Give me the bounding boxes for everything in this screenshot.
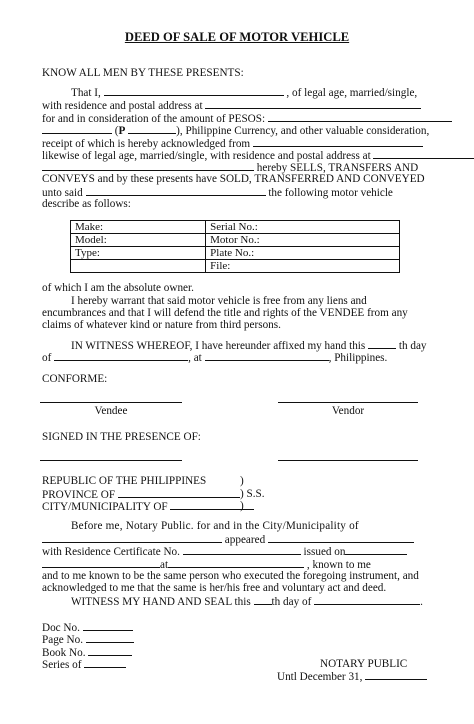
witness-at: , at	[188, 352, 202, 364]
republic-paren: )	[240, 475, 244, 487]
document-title: DEED OF SALE OF MOTOR VEHICLE	[124, 30, 350, 44]
notary-line-1: Before me, Notary Public. for and in the City/Municipality of	[71, 520, 359, 532]
p1-sells: hereby SELLS, TRANSFERS AND	[256, 162, 419, 174]
notary-at: at	[160, 559, 169, 571]
file-cell[interactable]: File:	[206, 260, 400, 273]
notary-known: , known to me	[306, 559, 371, 571]
p1-residence: with residence and postal address at	[42, 100, 203, 112]
witness-of: of	[42, 352, 52, 364]
witness-2-signature-line[interactable]	[278, 460, 418, 461]
appearing-party-blank[interactable]	[268, 533, 414, 543]
amount-words-blank[interactable]	[268, 112, 452, 122]
peso-sign: P	[118, 125, 126, 137]
place-blank[interactable]	[205, 351, 329, 361]
make-cell[interactable]: Make:	[71, 221, 206, 234]
motor-no-cell[interactable]: Motor No.:	[206, 234, 400, 247]
p1-line-8: CONVEYS and by these presents have SOLD, TRANSFERRED AND CONVEYED	[42, 173, 425, 185]
witness-line-2	[42, 351, 387, 364]
issued-date-cont-blank[interactable]	[42, 558, 160, 568]
until-year-blank[interactable]	[365, 670, 427, 680]
vendor-label: Vendor	[331, 405, 365, 417]
p1-line-1	[71, 86, 417, 99]
p1-receipt: receipt of which is hereby acknowledged from	[42, 138, 251, 150]
amount-figures-blank[interactable]	[128, 124, 176, 134]
until-line	[277, 670, 427, 683]
witness-th-day: th day	[398, 340, 427, 352]
notary-line-7: WITNESS MY HAND AND SEAL this th day of .	[71, 596, 423, 608]
notary-line-3	[42, 545, 407, 558]
notary-line-5: and to me known to be the same person who executed the foregoing instrument, and	[42, 570, 419, 582]
p1-paren-open: (	[114, 125, 119, 137]
witness-1-signature-line[interactable]	[40, 460, 182, 461]
issued-at-blank[interactable]	[168, 558, 304, 568]
series-of-label: Series of	[42, 659, 82, 671]
table-row	[71, 247, 400, 260]
page-no-line	[42, 633, 134, 646]
table-row	[71, 221, 400, 234]
p1-line-2	[42, 99, 421, 112]
notary-day-blank[interactable]	[254, 595, 272, 605]
province-label: PROVINCE OF	[42, 489, 116, 501]
p2-line-1: of which I am the absolute owner.	[42, 282, 194, 294]
notary-public-label: NOTARY PUBLIC	[320, 658, 408, 670]
doc-no-blank[interactable]	[83, 621, 133, 631]
vehicle-table	[70, 220, 400, 273]
series-of-blank[interactable]	[84, 658, 126, 668]
p1-consideration: for and in consideration of the amount of PESOS:	[42, 113, 266, 125]
p1-legal-age: , of legal age, married/single,	[286, 87, 418, 99]
city-paren: )	[240, 500, 244, 512]
witness-philippines: , Philippines.	[328, 352, 388, 364]
page-no-label: Page No.	[42, 634, 84, 646]
series-of-line	[42, 658, 126, 671]
p1-currency: ), Philippine Currency, and other valuable consideration,	[176, 125, 430, 137]
empty-cell	[71, 260, 206, 273]
plate-no-cell[interactable]: Plate No.:	[206, 247, 400, 260]
table-row	[71, 260, 400, 273]
p1-line-4	[42, 124, 429, 137]
day-blank[interactable]	[368, 339, 396, 349]
p1-line-10: describe as follows:	[42, 198, 131, 210]
intro-text: KNOW ALL MEN BY THESE PRESENTS:	[42, 67, 244, 79]
witness-whereof: IN WITNESS WHEREOF, I have hereunder affixed my hand this	[71, 340, 366, 352]
issued-on-blank[interactable]	[345, 545, 407, 555]
serial-no-cell[interactable]: Serial No.:	[206, 221, 400, 234]
city-label: CITY/MUNICIPALITY OF	[42, 501, 168, 513]
notary-witness-hand: WITNESS MY HAND AND SEAL this	[71, 596, 251, 608]
p2-line-2: I hereby warrant that said motor vehicle is free from any liens and	[71, 295, 367, 307]
notary-th-day: th day of	[271, 596, 312, 608]
until-label: Untl December 31,	[277, 671, 363, 683]
vendee-blank[interactable]	[86, 186, 266, 196]
book-no-blank[interactable]	[88, 646, 132, 656]
seller-address-blank[interactable]	[205, 99, 421, 109]
p2-line-3: encumbrances and that I will defend the title and rights of the VENDEE from any	[42, 307, 408, 319]
conforme-label: CONFORME:	[42, 373, 108, 385]
vendee-label: Vendee	[94, 405, 128, 417]
table-row	[71, 234, 400, 247]
notary-res-cert: with Residence Certificate No.	[42, 546, 180, 558]
model-cell[interactable]: Model:	[71, 234, 206, 247]
city-line	[42, 500, 254, 513]
buyer-address-cont-blank[interactable]	[42, 161, 254, 171]
province-blank[interactable]	[118, 488, 240, 498]
notary-issued-on: issued on	[303, 546, 346, 558]
ss-label: ) S.S.	[240, 488, 265, 500]
doc-no-label: Doc No.	[42, 622, 80, 634]
p1-unto-said: unto said	[42, 187, 83, 199]
notary-appeared: appeared	[224, 534, 266, 546]
p2-line-4: claims of whatever kind or nature from third persons.	[42, 319, 281, 331]
buyer-address-blank[interactable]	[373, 149, 474, 159]
buyer-name-blank[interactable]	[253, 137, 423, 147]
book-no-label: Book No.	[42, 647, 86, 659]
vendee-signature-line[interactable]	[40, 402, 182, 403]
notary-line-6: acknowledged to me that the same is her/his free and voluntary act and deed.	[42, 582, 387, 594]
vendor-signature-line[interactable]	[278, 402, 418, 403]
type-cell[interactable]: Type:	[71, 247, 206, 260]
page-no-blank[interactable]	[86, 633, 134, 643]
p1-that-i: That I,	[71, 87, 101, 99]
republic-label: REPUBLIC OF THE PHILIPPINES	[42, 475, 207, 487]
p1-following: the following motor vehicle	[268, 187, 393, 199]
p1-likewise: likewise of legal age, married/single, with residence and postal address at	[42, 150, 371, 162]
month-year-blank[interactable]	[54, 351, 188, 361]
signed-presence-label: SIGNED IN THE PRESENCE OF:	[42, 431, 201, 443]
amount-words-cont-blank[interactable]	[42, 124, 112, 134]
seller-name-blank[interactable]	[104, 86, 284, 96]
notary-place-blank[interactable]	[42, 533, 222, 543]
res-cert-no-blank[interactable]	[183, 545, 301, 555]
notary-month-blank[interactable]	[314, 595, 420, 605]
